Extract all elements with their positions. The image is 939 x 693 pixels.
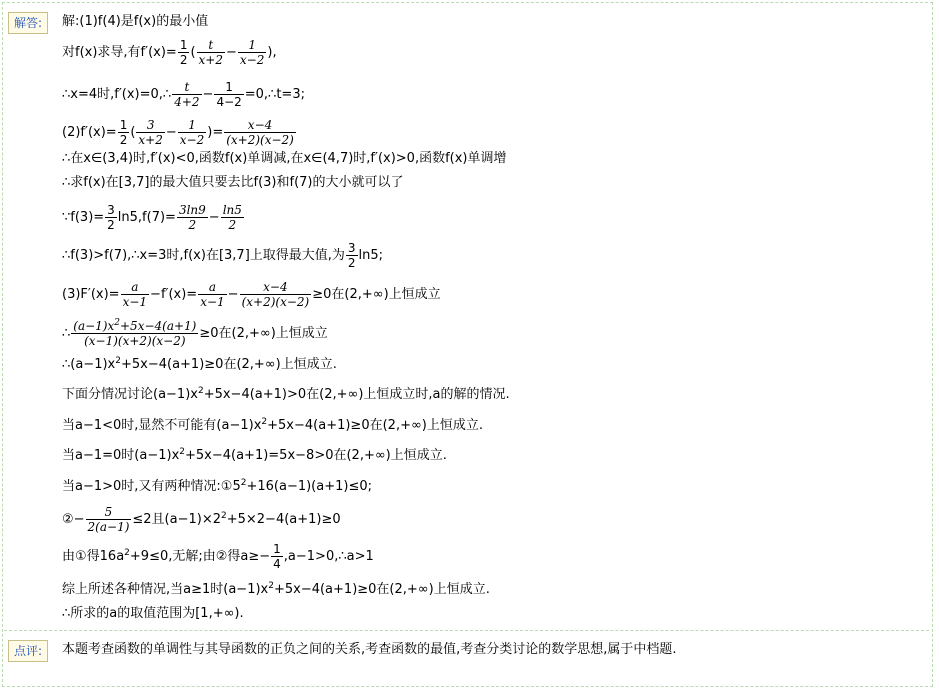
section-divider — [4, 630, 929, 631]
line-1: 解:(1)f(4)是f(x)的最小值 — [62, 14, 209, 29]
line-9: (3)F′(x)= $\frac{a}{x-1}$ −f′(x)= $\frac{a}{x-1}$ − $\frac{x-4}{(x+2)(x-2)}$ ≥0在(2,+∞)上恒成立 — [62, 280, 441, 309]
line-6: ∴求f(x)在[3,7]的最大值只要去比f(3)和f(7)的大小就可以了 — [62, 175, 404, 190]
line-5: ∴在x∈(3,4)时,f′(x)<0,函数f(x)单调减,在x∈(4,7)时,f′(x)>0,函数f(x)单调增 — [62, 151, 507, 166]
line-17: 由①得$16a^2+9\le 0$,无解;由②得a≥− $\frac{1}{4}$ ,a−1>0,∴a>1 — [62, 542, 374, 571]
line-12: 下面分情况讨论$(a-1)x^2+5x-4(a+1)>0$在(2,+∞)上恒成立时,a的解的情况. — [62, 386, 510, 402]
line-16: ②− $\frac{5}{2(a-1)}$ ≤2且$(a-1)\times 2^2+5\times 2-4(a+1)\ge 0$ — [62, 505, 341, 534]
line-4: (2)f′(x)= $\frac{1}{2}$ ( $\frac{3}{x+2}$ − $\frac{1}{x-2}$ )= $\frac{x-4}{(x+2)(x-2)}$ — [62, 118, 294, 147]
comment-label: 点评: — [8, 640, 48, 662]
line-19: ∴所求的a的取值范围为[1,+∞). — [62, 606, 244, 621]
comment-text: 本题考查函数的单调性与其导函数的正负之间的关系,考查函数的最值,考查分类讨论的数学思想,属于中档题. — [62, 642, 677, 657]
line-10: ∴ $\frac{(a-1)x^2+5x-4(a+1)}{(x-1)(x+2)(x-2)}$ ≥0在(2,+∞)上恒成立 — [62, 318, 328, 348]
line-2: 对f(x)求导,有f′(x)= $\frac{1}{2}$ ( $\frac{t}{x+2}$ − $\frac{1}{x-2}$ ), — [62, 38, 277, 67]
line-13: 当a−1<0时,显然不可能有$(a-1)x^2+5x-4(a+1)\ge 0$在(2,+∞)上恒成立. — [62, 417, 483, 433]
line-18: 综上所述各种情况,当a≥1时$(a-1)x^2+5x-4(a+1)\ge 0$在(2,+∞)上恒成立. — [62, 581, 490, 597]
line-15: 当a−1>0时,又有两种情况$:①5^2+16(a-1)(a+1)\le 0$; — [62, 478, 372, 494]
line-14: 当a−1=0时$(a-1)x^2+5x-4(a+1)=5x-8>0$在(2,+∞)上恒成立. — [62, 447, 447, 463]
line-8: ∴f(3)>f(7),∴x=3时,f(x)在[3,7]上取得最大值,为 $\frac{3}{2}$ ln5; — [62, 241, 384, 270]
line-11: $\therefore(a-1)x^2+5x-4(a+1)\ge 0$在(2,+∞)上恒成立. — [62, 356, 337, 372]
answer-label: 解答: — [8, 12, 48, 34]
line-3: ∴x=4时,f′(x)=0,∴ $\frac{t}{4+2}$ − $\frac{1}{4-2}$ =0,∴t=3; — [62, 80, 305, 109]
line-7: ∵f(3)= $\frac{3}{2}$ ln5,f(7)= $\frac{3\ln 9}{2}$ − $\frac{\ln 5}{2}$ — [62, 203, 242, 232]
